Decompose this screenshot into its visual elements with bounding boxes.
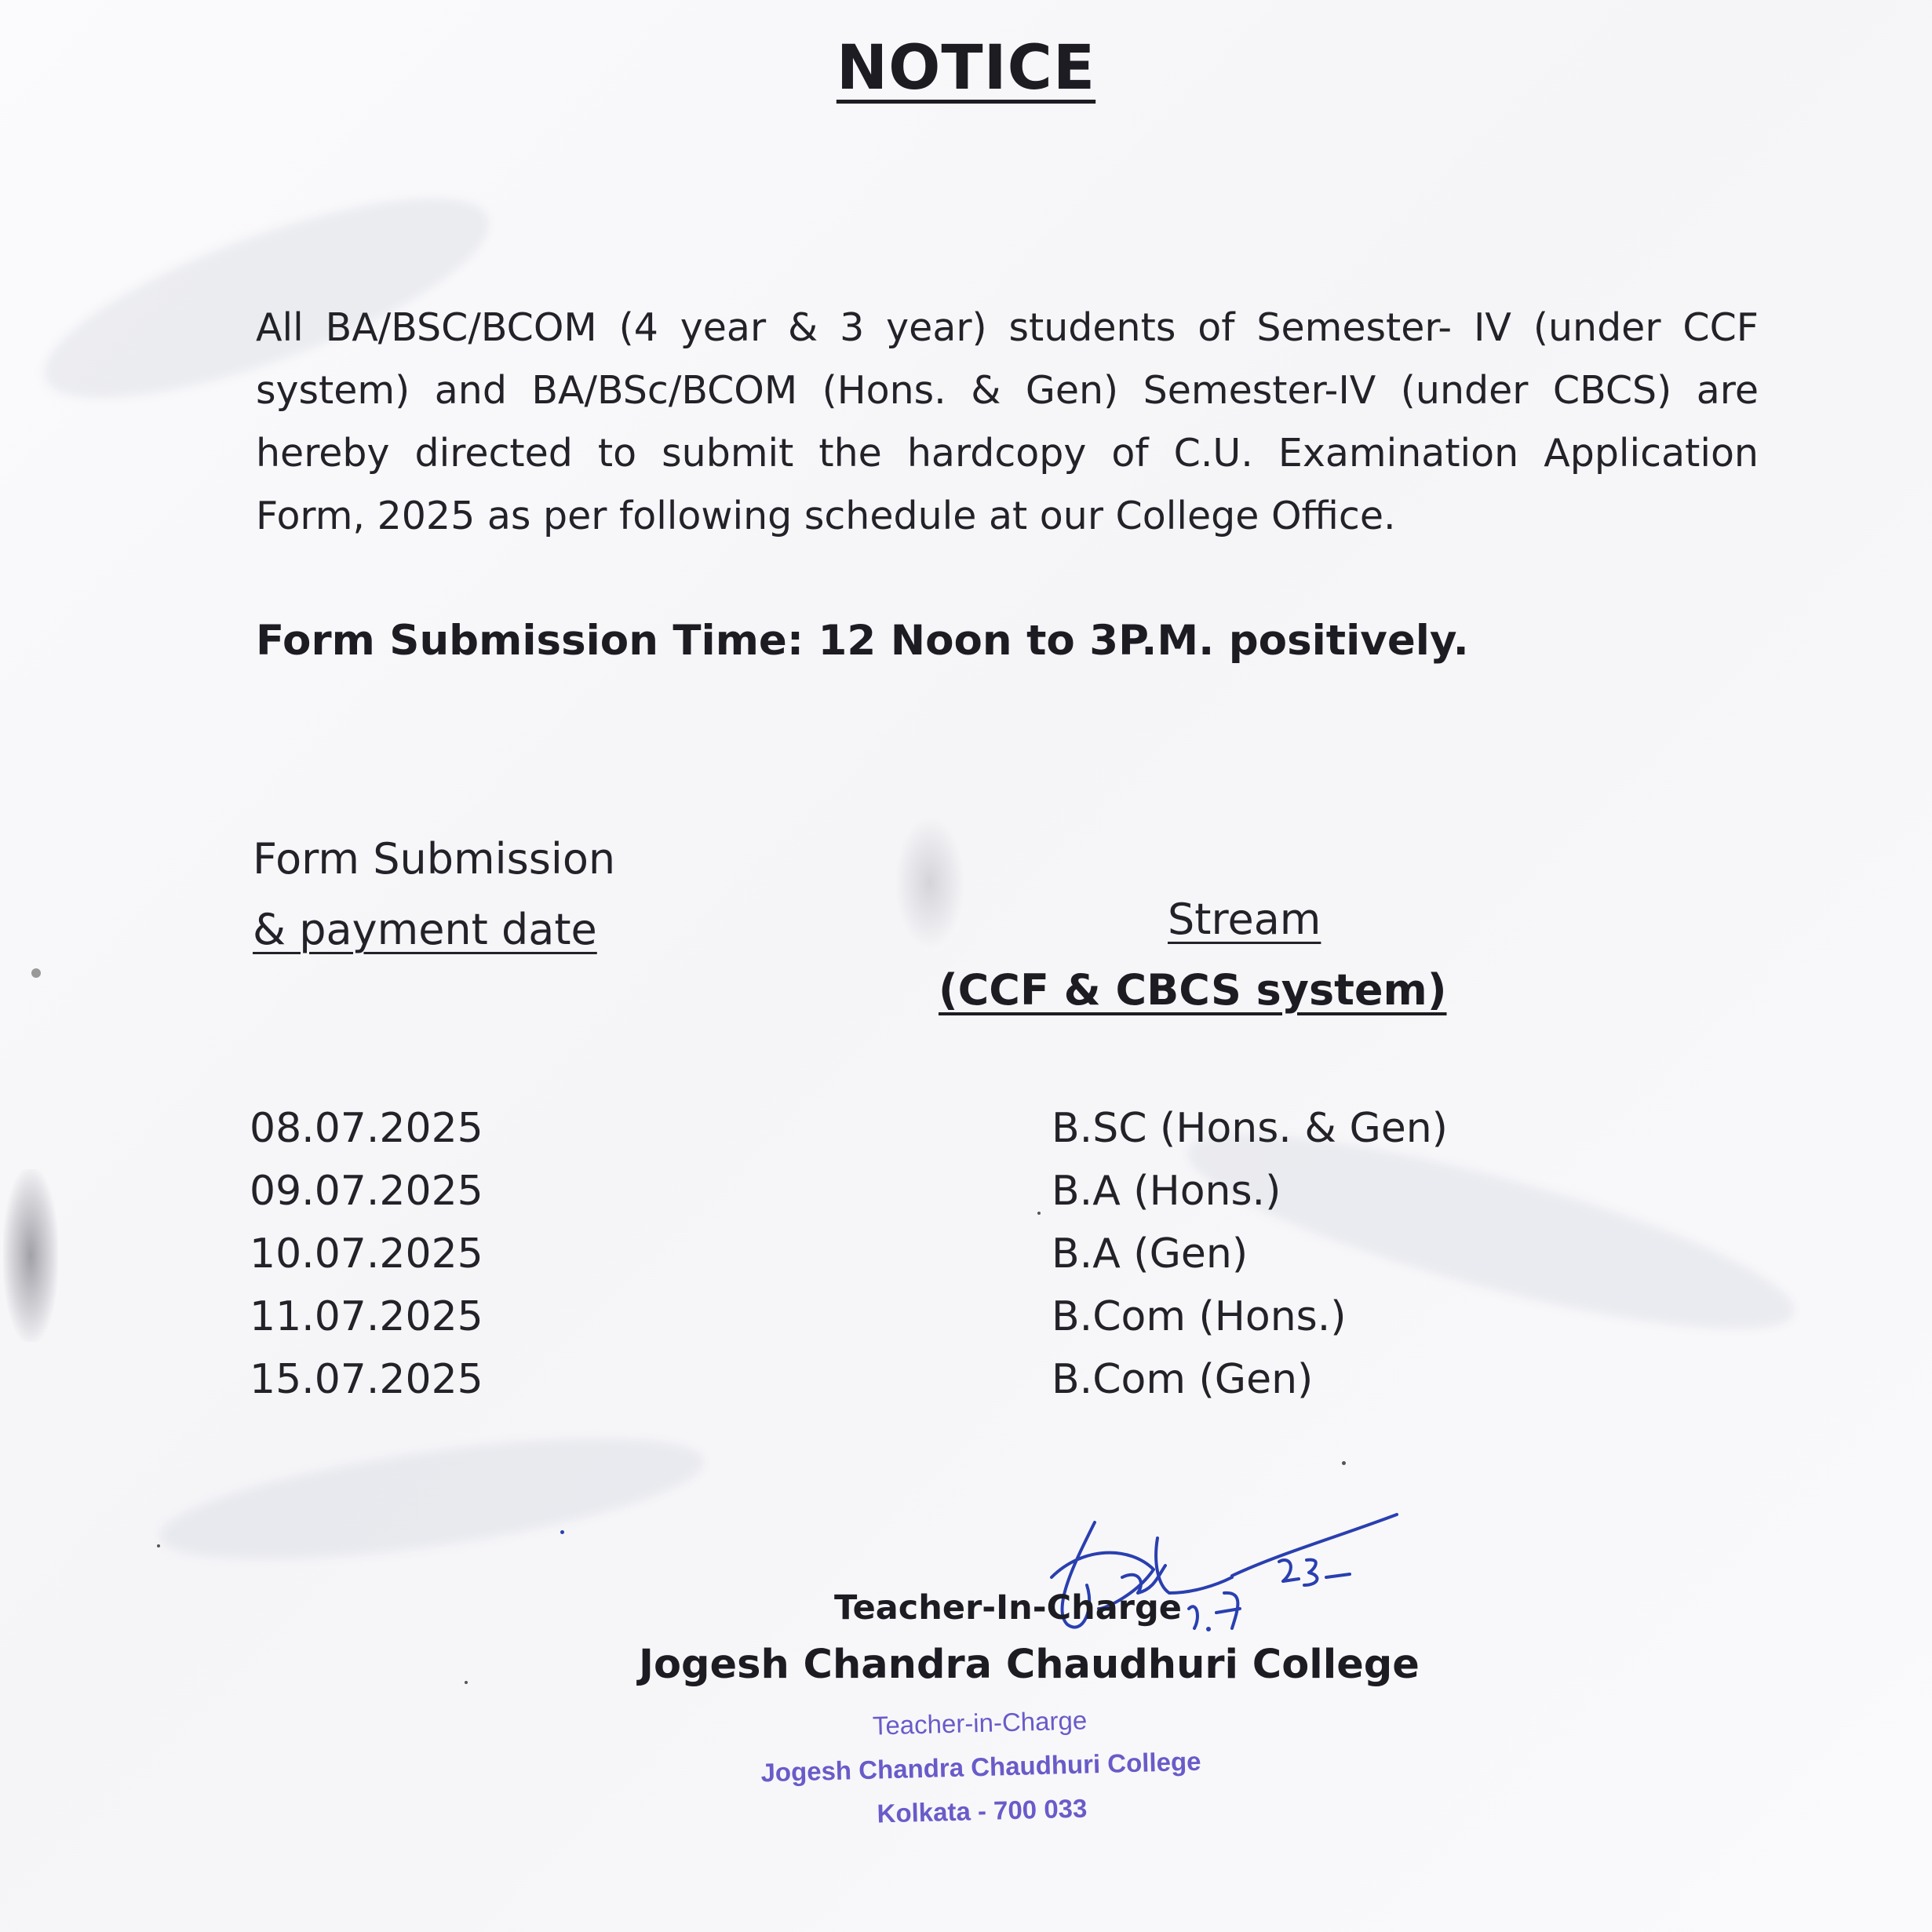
schedule-date: 10.07.2025 xyxy=(250,1230,483,1278)
ink-smudge xyxy=(3,1169,58,1342)
stamp-line3: Kolkata - 700 033 xyxy=(877,1793,1088,1828)
submission-time: Form Submission Time: 12 Noon to 3P.M. positively. xyxy=(256,617,1469,665)
ink-speck xyxy=(157,1544,160,1547)
ink-speck xyxy=(1037,1212,1041,1215)
date-column-header xyxy=(253,824,615,965)
signatory-college: Jogesh Chandra Chaudhuri College xyxy=(639,1642,1420,1688)
schedule-stream: B.Com (Gen) xyxy=(1052,1356,1314,1403)
schedule-row xyxy=(250,1285,1505,1348)
schedule-stream: B.SC (Hons. & Gen) xyxy=(1052,1105,1448,1152)
ink-speck xyxy=(1342,1461,1346,1465)
schedule-stream: B.Com (Hons.) xyxy=(1052,1293,1347,1340)
date-header-line1: Form Submission xyxy=(253,834,616,884)
notice-title: NOTICE xyxy=(836,33,1096,104)
stamp-line2: Jogesh Chandra Chaudhuri College xyxy=(760,1746,1201,1788)
ink-speck xyxy=(31,968,41,978)
schedule-row xyxy=(250,1097,1505,1160)
paper-smudge xyxy=(895,816,965,950)
schedule-date: 15.07.2025 xyxy=(250,1356,483,1403)
schedule-row xyxy=(250,1223,1505,1285)
schedule-date: 09.07.2025 xyxy=(250,1168,483,1215)
signatory-title: Teacher-In-Charge xyxy=(834,1588,1182,1628)
schedule-date: 11.07.2025 xyxy=(250,1293,483,1340)
system-column-header: (CCF & CBCS system) xyxy=(939,965,1447,1015)
stamp-line1: Teacher-in-Charge xyxy=(872,1705,1088,1741)
schedule-date: 08.07.2025 xyxy=(250,1105,483,1152)
schedule-row xyxy=(250,1160,1505,1223)
schedule-row xyxy=(250,1348,1505,1411)
notice-body: All BA/BSC/BCOM (4 year & 3 year) students of Semester- IV (under CCF system) and BA/BSc/BCOM (Hons. & Gen) Semester-IV (under CBCS) are hereby directed to submit the hardcopy of C.U. Examination Application Form, 2025 as per following schedule at our College Office. xyxy=(256,305,1759,538)
date-header-line2: & payment date xyxy=(253,905,597,954)
schedule-stream: B.A (Gen) xyxy=(1052,1230,1249,1278)
paper-crease xyxy=(153,1414,710,1584)
stream-column-header: Stream xyxy=(1168,895,1321,944)
office-stamp xyxy=(705,1694,1257,1840)
notice-heading xyxy=(0,33,1932,104)
schedule-stream: B.A (Hons.) xyxy=(1052,1168,1281,1215)
ink-speck xyxy=(465,1681,468,1684)
schedule-table xyxy=(250,1097,1505,1411)
ink-speck xyxy=(560,1530,564,1534)
